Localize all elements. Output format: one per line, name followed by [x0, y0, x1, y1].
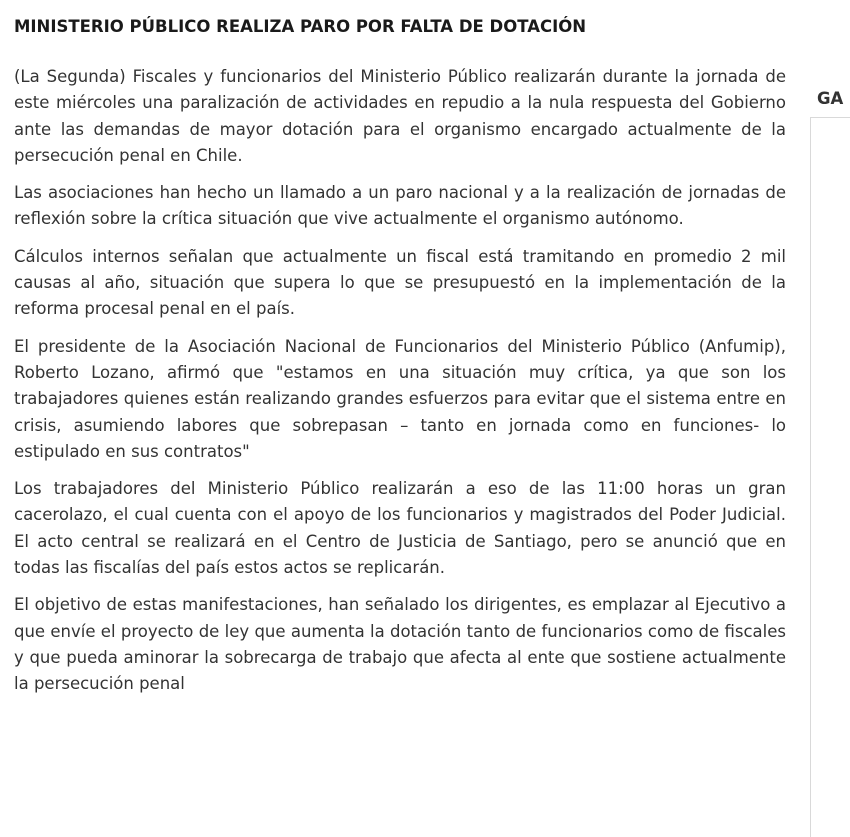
article-title: MINISTERIO PÚBLICO REALIZA PARO POR FALTA DE DOTACIÓN [14, 17, 587, 36]
article-paragraph: Las asociaciones han hecho un llamado a un paro nacional y a la realización de jornadas de reflexión sobre la crítica situación que vive actualmente el organismo autónomo. [14, 183, 786, 229]
article-body [14, 64, 786, 709]
sidebar-heading: GA [817, 89, 844, 108]
article-paragraph: El presidente de la Asociación Nacional de Funcionarios del Ministerio Público (Anfumip), Roberto Lozano, afirmó que "estamos en una situación muy crítica, ya que son los trabajadores quienes están realizando grandes esfuerzos para evitar que el sistema entre en crisis, asumiendo labores que sobrepasan – tanto en jornada como en funciones- lo estipulado en sus contratos" [14, 336, 786, 461]
article-paragraph: Cálculos internos señalan que actualmente un fiscal está tramitando en promedio 2 mil causas al año, situación que supera lo que se presupuestó en la implementación de la reforma procesal penal en el país. [14, 246, 786, 319]
article-paragraph: El objetivo de estas manifestaciones, han señalado los dirigentes, es emplazar al Ejecutivo a que envíe el proyecto de ley que aumenta la dotación tanto de funcionarios como de fiscales y que pueda aminorar la sobrecarga de trabajo que afecta al ente que sostiene actualmente la persecución penal [14, 595, 786, 694]
article-paragraph: (La Segunda) Fiscales y funcionarios del Ministerio Público realizarán durante la jornada de este miércoles una paralización de actividades en repudio a la nula respuesta del Gobierno ante las demandas de mayor dotación para el organismo encargado actualmente de la persecución penal en Chile. [14, 67, 786, 165]
article-paragraph: Los trabajadores del Ministerio Público realizarán a eso de las 11:00 horas un gran cacerolazo, el cual cuenta con el apoyo de los funcionarios y magistrados del Poder Judicial. El acto central se realizará en el Centro de Justicia de Santiago, pero se anunció que en todas las fiscalías del país estos actos se replicarán. [14, 479, 786, 578]
sidebar-panel [810, 117, 850, 837]
